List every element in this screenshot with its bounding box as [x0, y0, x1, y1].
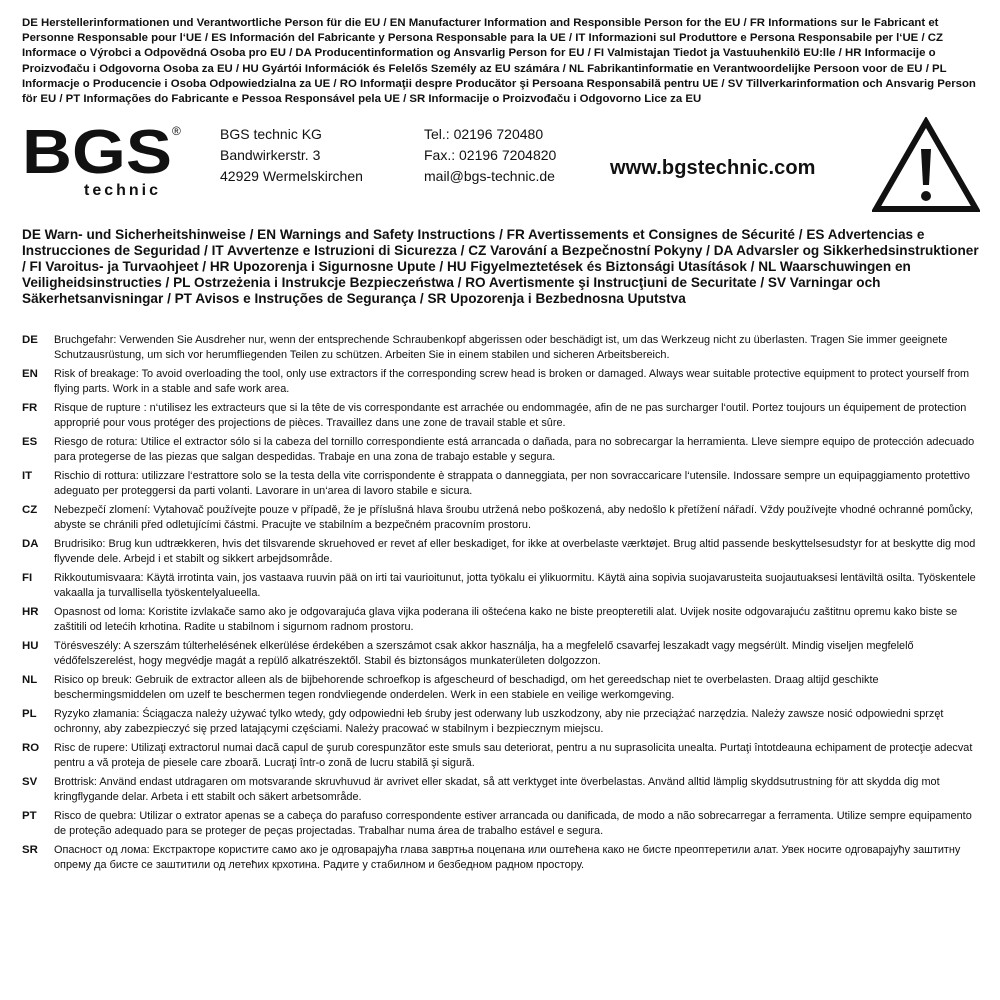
language-code: SR: [22, 844, 38, 857]
warning-text: Risico op breuk: Gebruik de extractor alleen als de bijbehorende schroefkop is afgescheurd of beschadigd, om het gereedschap niet te overbelasten. Draag altijd geschikte beschermingsmiddelen om uzelf te beschermen tegen rondvliegende onderdelen. Werk in een stabiele en veilige werkomgeving.: [54, 674, 879, 702]
language-code: NL: [22, 674, 38, 687]
company-contact: [424, 124, 556, 187]
manufacturer-info-heading: DE Herstellerinformationen und Verantwortliche Person für die EU / EN Manufacturer Information and Responsible Person for the EU / FR Informations sur le Fabricant et Personne Responsable pour l‘UE / ES Información del Fabricante y Persona Responsable para la UE / IT Informazioni sul Produttore e Persona Responsabile per l‘UE / CZ Informace o Výrobci a Odpovědná Osoba pro EU / DA Producentinformation og Ansvarlig Person for EU / FI Valmistajan Tiedot ja Vastuuhenkilö EU:lle / HR Informacije o Proizvođaču i Odgovorna Osoba za EU / HU Gyártói Információk és Felelős Személy az EU számára / NL Fabrikantinformatie en Verantwoordelijke Persoon voor de EU / PL Informacje o Producencie i Osoba Odpowiedzialna za UE / RO Informaţii despre Producător şi Persoana Responsabilă pentru UE / SV Tillverkarinformation och Ansvarig Person för EU / PT Informações do Fabricante e Pessoa Responsável pela UE / SR Informacije o Proizvođaču i Odgovorno Lice za EU: [22, 17, 976, 106]
language-code: DE: [22, 334, 38, 347]
warning-row-sv: [22, 775, 980, 805]
company-street: Bandwirkerstr. 3: [220, 147, 321, 164]
company-website: www.bgstechnic.com: [610, 157, 816, 180]
company-tel: Tel.: 02196 720480: [424, 126, 544, 143]
warning-row-pl: [22, 707, 980, 737]
warning-row-cz: [22, 503, 980, 533]
language-code: EN: [22, 368, 38, 381]
warning-text: Brudrisiko: Brug kun udtrækkeren, hvis det tilsvarende skruehoved er revet af eller beskadiget, for ikke at overbelaste værktøjet. Brug altid passende beskyttelsesudstyr for at beskytte dig mod flyvende dele. Arbejd i et stabilt og sikkert arbejdsområde.: [54, 538, 976, 566]
warning-text: Ryzyko złamania: Ściągacza należy używać tylko wtedy, gdy odpowiedni łeb śruby jest oderwany lub uszkodzony, aby nie przeciążać narzędzia. Należy zawsze nosić odpowiedni sprzęt ochronny, aby zabezpieczyć się przed latającymi częściami. Należy pracować w stabilnym i bezpiecznym miejscu.: [54, 708, 944, 736]
company-mail: mail@bgs-technic.de: [424, 168, 555, 185]
logo-subtext: technic: [84, 182, 162, 200]
warning-row-hr: [22, 605, 980, 635]
warnings-list: [22, 333, 980, 873]
warning-row-nl: [22, 673, 980, 703]
warning-text: Bruchgefahr: Verwenden Sie Ausdreher nur, wenn der entsprechende Schraubenkopf abgerissen oder beschädigt ist, um das Werkzeug nicht zu überlasten. Tragen Sie immer geeignete Schutzausrüstung, um sich vor herumfliegenden Teilen zu schützen. Arbeiten Sie in einem stabilen und sicheren Arbeitsbereich.: [54, 334, 948, 362]
warning-text: Nebezpečí zlomení: Vytahovač používejte pouze v případě, že je příslušná hlava šroubu utržená nebo poškozená, aby nedošlo k přetížení nářadí. Vždy používejte vhodné ochranné pomůcky, abyste se chránili před odletujícími částmi. Pracujte ve stabilním a bezpečném pracovním prostoru.: [54, 504, 974, 532]
language-code: PT: [22, 810, 37, 823]
warning-text: Opasnost od loma: Koristite izvlakače samo ako je odgovarajuća glava vijka poderana ili oštećena kako ne biste preopteretili alat. Uvijek nosite odgovarajuću zaštitnu opremu kako biste se zaštitili od letećih krhotina. Radite u stabilnom i sigurnom radnom prostoru.: [54, 606, 958, 634]
warning-row-fr: [22, 401, 980, 431]
language-code: HR: [22, 606, 39, 619]
warning-row-es: [22, 435, 980, 465]
warning-row-sr: [22, 843, 980, 873]
warning-row-en: [22, 367, 980, 397]
language-code: DA: [22, 538, 39, 551]
warning-row-de: [22, 333, 980, 363]
company-name: BGS technic KG: [220, 126, 322, 143]
warning-row-fi: [22, 571, 980, 601]
warning-row-pt: [22, 809, 980, 839]
document-page: [22, 16, 980, 877]
language-code: RO: [22, 742, 40, 755]
language-code: FI: [22, 572, 33, 585]
warning-row-ro: [22, 741, 980, 771]
warning-row-it: [22, 469, 980, 499]
language-code: SV: [22, 776, 38, 789]
warning-text: Riesgo de rotura: Utilice el extractor sólo si la cabeza del tornillo correspondiente está arrancada o dañada, para no sobrecargar la herramienta. Lleve siempre equipo de protección adecuado para protegerse de las piezas que salgan despedidas. Trabaje en una zona de trabajo estable y segura.: [54, 436, 975, 464]
logo-text: BGS: [22, 121, 173, 188]
language-code: IT: [22, 470, 33, 483]
logo-registered-mark: ®: [172, 124, 181, 139]
warning-text: Опасност од лома: Екстракторе користите само ако је одговарајућа глава завртња поцепана или оштећена како не бисте преоптеретили алат. Увек носите одговарајућу заштитну опрему да бисте се заштитили од летећих крхотина. Радите у стабилном и безбедном радном простору.: [54, 844, 961, 872]
language-code: FR: [22, 402, 38, 415]
company-fax: Fax.: 02196 7204820: [424, 147, 557, 164]
language-code: PL: [22, 708, 37, 721]
bgs-logo: [22, 121, 187, 201]
warning-text: Risco de quebra: Utilizar o extrator apenas se a cabeça do parafuso correspondente estiver arrancada ou danificada, de modo a não sobrecarregar a ferramenta. Utilize sempre equipamento de proteção adequado para se proteger de peças projectadas. Trabalhar numa área de trabalho estável e segura.: [54, 810, 972, 838]
warning-text: Risk of breakage: To avoid overloading the tool, only use extractors if the corresponding screw head is broken or damaged. Always wear suitable protective equipment to protect yourself from flying parts. Work in a stable and safe work area.: [54, 368, 970, 396]
warnings-heading: DE Warn- und Sicherheitshinweise / EN Warnings and Safety Instructions / FR Avertissements et Consignes de Sécurité / ES Advertencias e Instrucciones de Seguridad / IT Avvertenze e Istruzioni di Sicurezza / CZ Varování a Bezpečnostní Pokyny / DA Advarsler og Sikkerhedsinstruktioner / FI Varoitus- ja Turvaohjeet / HR Upozorenja i Sigurnosne Upute / HU Figyelmeztetések és Biztonsági Utasítások / NL Waarschuwingen en Veiligheidsinstructies / PL Ostrzeżenia i Instrukcje Bezpieczeństwa / RO Avertismente şi Instrucţiuni de Securitate / SV Varningar och Säkerhetsanvisningar / PT Avisos e Instruções de Segurança / SR Upozorenja i Bezbednosna Uputstva: [22, 227, 979, 307]
warning-text: Brottrisk: Använd endast utdragaren om motsvarande skruvhuvud är avrivet eller skadat, så att verktyget inte överbelastas. Använd alltid lämplig skyddsutrustning för att skydda dig mot kringflygande delar. Arbeta i ett stabilt och säkert arbetsområde.: [54, 776, 940, 804]
language-code: CZ: [22, 504, 38, 517]
warning-row-hu: [22, 639, 980, 669]
language-code: ES: [22, 436, 38, 449]
language-code: HU: [22, 640, 39, 653]
company-address: [220, 124, 363, 187]
warning-triangle-icon: [872, 117, 980, 213]
warning-text: Rikkoutumisvaara: Käytä irrotinta vain, jos vastaava ruuvin pää on irti tai vaurioitunut, jotta työkalu ei ylikuormitu. Käytä aina sopivia suojavarusteita suojautuaksesi lentäviltä osilta. Työskentele vakaalla ja turvallisella työskentelyalueella.: [54, 572, 976, 600]
warning-row-da: [22, 537, 980, 567]
warning-text: Risque de rupture : n‘utilisez les extracteurs que si la tête de vis correspondante est arrachée ou endommagée, afin de ne pas surcharger l‘outil. Portez toujours un équipement de protection approprié pour vous protéger des projections de pièces. Travaillez dans une zone de travail stable et sûre.: [54, 402, 967, 430]
company-city: 42929 Wermelskirchen: [220, 168, 363, 185]
warning-text: Rischio di rottura: utilizzare l‘estrattore solo se la testa della vite corrispondente è strappata o danneggiata, per non sovraccaricare l‘utensile. Indossare sempre un equipaggiamento protettivo adeguato per proteggersi da parti volanti. Lavorare in un‘area di lavoro stabile e sicura.: [54, 470, 970, 498]
warning-text: Törésveszély: A szerszám túlterhelésének elkerülése érdekében a szerszámot csak akkor használja, ha a megfelelő csavarfej leszakadt vagy megsérült. Mindig viseljen megfelelő védőfelszerelést, hogy megvédje magát a repülő alkatrészektől. Stabil és biztonságos munkaterületen dolgozzon.: [54, 640, 914, 668]
brand-row: [22, 121, 980, 213]
warning-text: Risc de rupere: Utilizaţi extractorul numai dacă capul de şurub corespunzător este smuls sau deteriorat, pentru a nu suprasolicita unealta. Purtaţi întotdeauna echipament de protecţie adecvat pentru a vă proteja de piesele care zboară. Lucraţi într-o zonă de lucru stabilă şi sigură.: [54, 742, 973, 770]
